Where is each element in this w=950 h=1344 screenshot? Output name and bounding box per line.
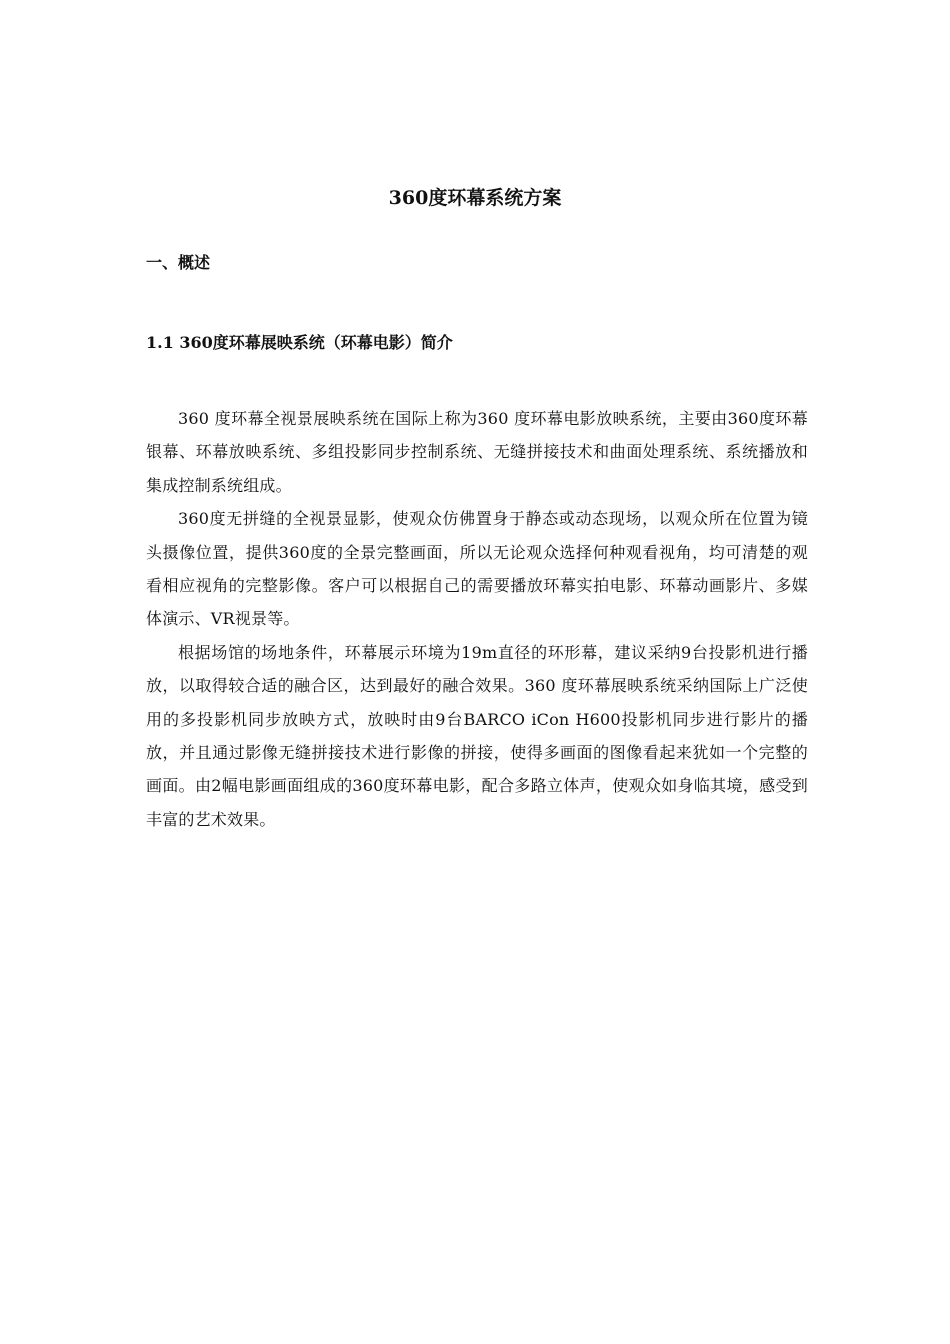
section-heading: 一、概述	[146, 253, 211, 272]
sub-heading: 1.1 360度环幕展映系统（环幕电影）简介	[146, 333, 453, 352]
paragraph: 根据场馆的场地条件，环幕展示环境为19m直径的环形幕，建议采纳9台投影机进行播放，以取得较合适的融合区，达到最好的融合效果。360 度环幕展映系统采纳国际上广泛使用的多投影机同步放映方式，放映时由9台BARCO iCon H600投影机同步进行影片的播放，并且通过影像无缝拼接技术进行影像的拼接，使得多画面的图像看起来犹如一个完整的画面。由2幅电影画面组成的360度环幕电影，配合多路立体声，使观众如身临其境，感受到丰富的艺术效果。	[146, 642, 808, 829]
document-title: 360度环幕系统方案	[388, 187, 562, 209]
paragraph: 360度无拼缝的全视景显影，使观众仿佛置身于静态或动态现场，以观众所在位置为镜头摄像位置，提供360度的全景完整画面，所以无论观众选择何种观看视角，均可清楚的观看相应视角的完整影像。客户可以根据自己的需要播放环幕实拍电影、环幕动画影片、多媒体演示、VR视景等。	[146, 509, 808, 629]
body-text	[146, 402, 808, 836]
paragraph: 360 度环幕全视景展映系统在国际上称为360 度环幕电影放映系统，主要由360度环幕银幕、环幕放映系统、多组投影同步控制系统、无缝拼接技术和曲面处理系统、系统播放和集成控制系统组成。	[146, 409, 808, 495]
